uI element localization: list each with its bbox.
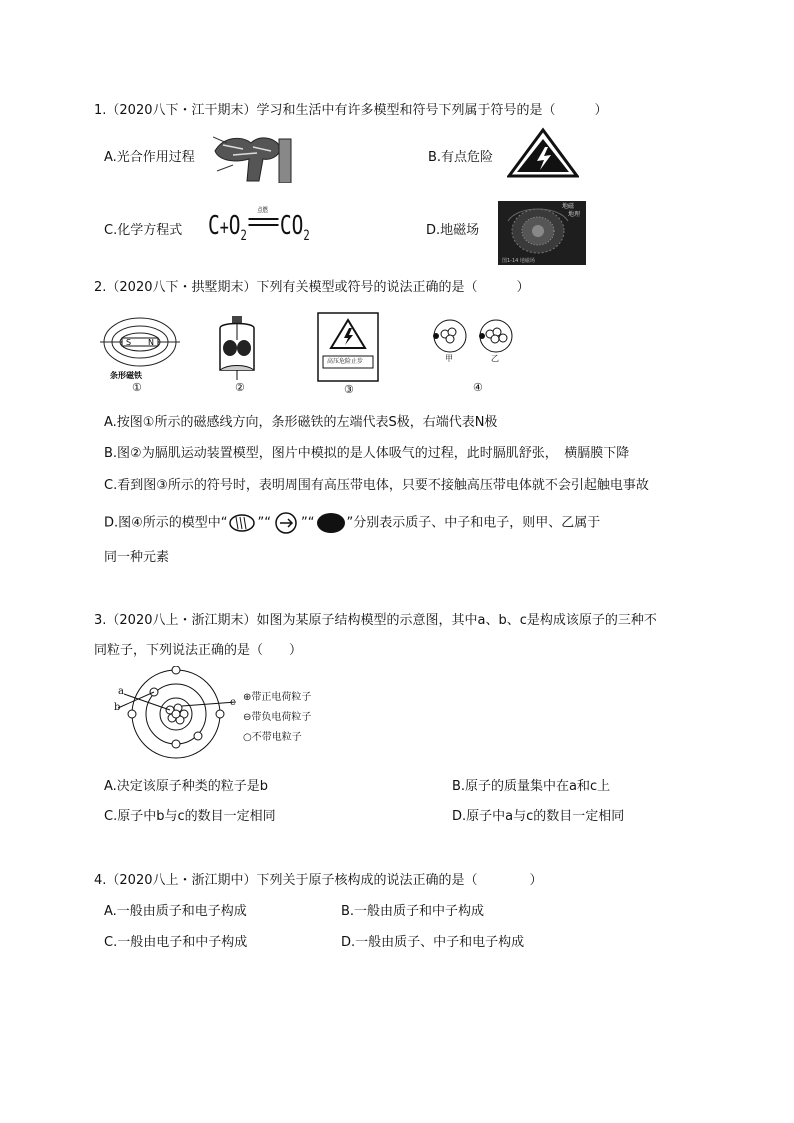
electron-symbol-icon — [315, 512, 347, 534]
q2-d-quote-1: ”“ — [257, 515, 272, 531]
q3-option-c: C.原子中b与c的数目一定相同 — [104, 809, 276, 824]
fig-letter-c: c — [230, 697, 236, 708]
eq-arrow — [247, 206, 280, 242]
eq-oxygen-sub: 2 — [240, 228, 247, 245]
q3-option-a: A.决定该原子种类的粒子是b — [104, 779, 269, 794]
atom-structure-diagram — [114, 666, 244, 762]
q2-option-d — [104, 512, 600, 534]
q2-option-b: B.图②为膈肌运动装置模型，图片中模拟的是人体吸气的过程，此时膈肌舒张， 横膈膜下降 — [104, 446, 630, 461]
proton-symbol-icon — [228, 514, 258, 532]
q1-option-c: C.化学方程式 — [104, 223, 183, 238]
fig-label-2: ② — [235, 381, 245, 394]
geo-label-geographic: 地理 — [568, 211, 581, 218]
fig-label-4: ④ — [473, 381, 483, 394]
q3-stem-line2: 同粒子，下列说法正确的是（ ） — [94, 643, 303, 658]
q2-d-suffix: ”分别表示质子、中子和电子，则甲、乙属于 — [346, 515, 601, 531]
sign-text: 高压危险止步 — [327, 358, 364, 365]
fig-label-3: ③ — [344, 383, 354, 396]
geo-caption: 图1-14 地磁场 — [502, 258, 535, 264]
q3-option-b: B.原子的质量集中在a和c上 — [452, 779, 611, 794]
q3-stem-line1: 3.（2020八上・浙江期末）如图为某原子结构模型的示意图，其中a、b、c是构成该原子的三种不 — [94, 613, 657, 628]
eq-carbon: C — [208, 211, 220, 241]
eq-product: CO — [279, 211, 304, 241]
q3-option-d: D.原子中a与c的数目一定相同 — [452, 809, 625, 824]
q1-option-d: D.地磁场 — [426, 223, 480, 238]
fig-label-1: ① — [132, 381, 142, 394]
neutron-symbol-icon — [271, 512, 301, 534]
geo-label-magnetic: 地磁 — [562, 203, 575, 210]
eq-condition: 点燃 — [257, 206, 268, 214]
eq-oxygen: O — [228, 211, 241, 241]
q1-option-a: A.光合作用过程 — [104, 150, 195, 165]
q4-option-a: A.一般由质子和电子构成 — [104, 904, 247, 919]
q2-d-prefix: D.图④所示的模型中“ — [104, 515, 228, 531]
magnet-pole-n: N — [148, 338, 154, 347]
fig-letter-a: a — [118, 686, 124, 697]
bar-magnet-figure — [100, 312, 180, 382]
q4-option-b: B.一般由质子和中子构成 — [341, 904, 485, 919]
bell-jar-figure — [212, 314, 262, 384]
q4-option-c: C.一般由电子和中子构成 — [104, 935, 248, 950]
atom-label-jia: 甲 — [445, 354, 453, 363]
geomagnetic-field-image — [498, 201, 586, 265]
q1-option-b: B.有点危险 — [428, 150, 494, 165]
q4-option-d: D.一般由质子、中子和电子构成 — [341, 935, 525, 950]
q4-stem: 4.（2020八上・浙江期中）下列关于原子核构成的说法正确的是（ ） — [94, 873, 543, 888]
high-voltage-sign-figure — [317, 312, 379, 382]
atom-label-yi: 乙 — [491, 354, 499, 363]
legend-neutral: ○不带电粒子 — [243, 732, 302, 743]
q2-d-quote-2: ”“ — [301, 515, 315, 531]
photosynthesis-diagram — [213, 131, 293, 183]
magnet-caption: 条形磁铁 — [110, 371, 142, 380]
eq-product-sub: 2 — [303, 228, 310, 245]
q2-option-a: A.按图①所示的磁感线方向，条形磁铁的左端代表S极，右端代表N极 — [104, 415, 498, 430]
legend-positive: ⊕带正电荷粒子 — [243, 692, 312, 703]
fig-letter-b: b — [114, 702, 121, 713]
q2-option-c: C.看到图③所示的符号时，表明周围有高压带电体，只要不接触高压带电体就不会引起触电事故 — [104, 478, 649, 493]
atom-models-figure — [428, 318, 520, 354]
legend-negative: ⊖带负电荷粒子 — [243, 712, 312, 723]
q2-stem: 2.（2020八下・拱墅期末）下列有关模型或符号的说法正确的是（ ） — [94, 280, 530, 295]
eq-plus: + — [219, 215, 229, 239]
warning-triangle-icon — [507, 127, 579, 179]
chemical-equation — [208, 206, 310, 252]
magnet-pole-s: S — [126, 338, 132, 347]
q1-stem: 1.（2020八下・江干期末）学习和生活中有许多模型和符号下列属于符号的是（ ） — [94, 103, 608, 118]
q2-option-d-line2: 同一种元素 — [104, 550, 170, 565]
